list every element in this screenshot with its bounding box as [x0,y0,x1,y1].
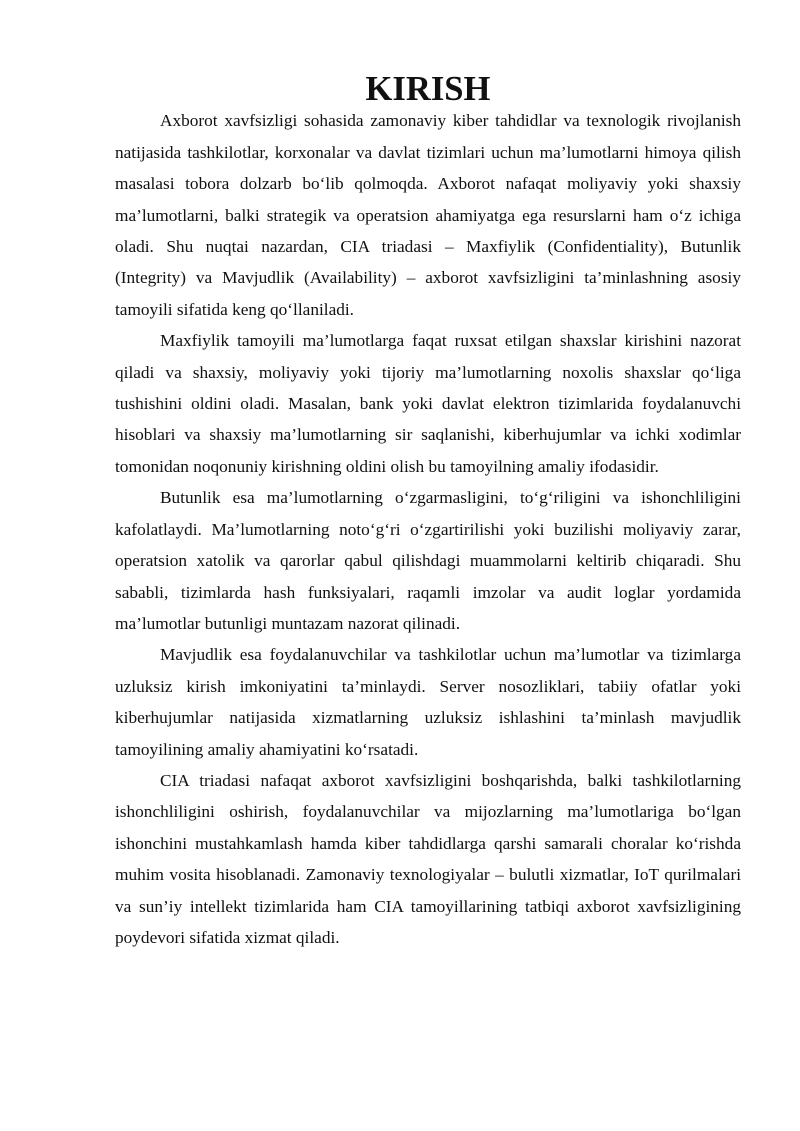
paragraph-confidentiality: Maxfiylik tamoyili ma’lumotlarga faqat ruxsat etilgan shaxslar kirishini nazorat qiladi va shaxsiy, moliyaviy yoki tijoriy ma’lumotlarning noxolis shaxslar qo‘liga tushishini oldini oladi. Masalan, bank yoki davlat elektron tizimlarida foydalanuvchi hisoblari va shaxsiy ma’lumotlarning sir saqlanishi, kiberhujumlar va ichki xodimlar tomonidan noqonuniy kirishning oldini olish bu tamoyilning amaliy ifodasidir. [115,331,741,476]
document-page [115,70,741,953]
paragraph-integrity: Butunlik esa ma’lumotlarning o‘zgarmasligini, to‘g‘riligini va ishonchliligini kafolatlaydi. Ma’lumotlarning noto‘g‘ri o‘zgartirilishi yoki buzilishi moliyaviy zarar, operatsion xatolik va qarorlar qabul qilishdagi muammolarni keltirib chiqaradi. Shu sababli, tizimlarda hash funksiyalari, raqamli imzolar va audit loglar yordamida ma’lumotlar butunligi muntazam nazorat qilinadi. [115,488,741,633]
section-heading: KIRISH [365,70,491,108]
paragraph-intro: Axborot xavfsizligi sohasida zamonaviy kiber tahdidlar va texnologik rivojlanish natijasida tashkilotlar, korxonalar va davlat tizimlari uchun ma’lumotlarni himoya qilish masalasi tobora dolzarb bo‘lib qolmoqda. Axborot nafaqat moliyaviy yoki shaxsiy ma’lumotlarni, balki strategik va operatsion ahamiyatga ega resurslarni ham o‘z ichiga oladi. Shu nuqtai nazardan, CIA triadasi – Maxfiylik (Confidentiality), Butunlik (Integrity) va Mavjudlik (Availability) – axborot xavfsizligini ta’minlashning asosiy tamoyili sifatida keng qo‘llaniladi. [115,111,741,319]
paragraph-availability: Mavjudlik esa foydalanuvchilar va tashkilotlar uchun ma’lumotlar va tizimlarga uzluksiz kirish imkoniyatini ta’minlaydi. Server nosozliklari, tabiiy ofatlar yoki kiberhujumlar natijasida xizmatlarning uzluksiz ishlashini ta’minlash mavjudlik tamoyilining amaliy ahamiyatini ko‘rsatadi. [115,645,741,759]
paragraph-conclusion: CIA triadasi nafaqat axborot xavfsizligini boshqarishda, balki tashkilotlarning ishonchliligini oshirish, foydalanuvchilar va mijozlarning ma’lumotlariga bo‘lgan ishonchini mustahkamlash hamda kiber tahdidlarga qarshi samarali choralar ko‘rishda muhim vosita hisoblanadi. Zamonaviy texnologiyalar – bulutli xizmatlar, IoT qurilmalari va sun’iy intellekt tizimlarida ham CIA tamoyillarining tatbiqi axborot xavfsizligining poydevori sifatida xizmat qiladi. [115,770,741,947]
